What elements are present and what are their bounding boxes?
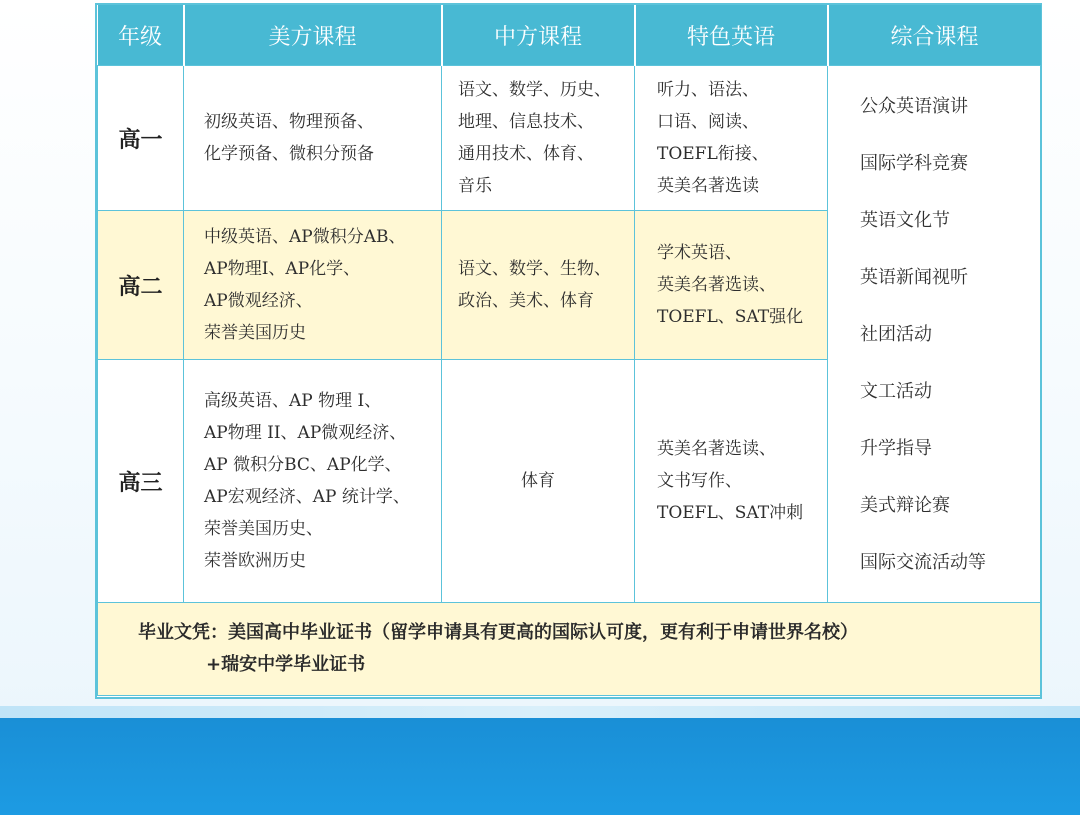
us-course-text: 高级英语、AP 物理 I、 AP物理 II、AP微观经济、 AP 微积分BC、AP化学、 AP宏观经济、AP 统计学、 荣誉美国历史、 荣誉欧洲历史 (204, 391, 410, 571)
curriculum-table-container (95, 3, 1042, 699)
grade-label: 高三 (98, 360, 184, 603)
list-item: 国际学科竞赛 (860, 152, 968, 174)
list-item: 文工活动 (860, 380, 932, 402)
diploma-row (98, 603, 1041, 696)
list-item: 升学指导 (860, 437, 932, 459)
grade-label: 高一 (98, 66, 184, 211)
header-feature-english: 特色英语 (635, 5, 828, 66)
header-us-course: 美方课程 (184, 5, 442, 66)
cn-course-text: 语文、数学、生物、 政治、美术、体育 (458, 259, 611, 311)
feature-english-cell (635, 66, 828, 211)
cn-course-text: 体育 (521, 471, 555, 491)
header-cn-course: 中方课程 (442, 5, 635, 66)
table-row-grade10 (98, 66, 1041, 211)
feature-english-cell (635, 211, 828, 360)
header-grade: 年级 (98, 5, 184, 66)
us-course-text: 初级英语、物理预备、 化学预备、微积分预备 (204, 112, 374, 164)
feature-english-text: 学术英语、 英美名著选读、 TOEFL、SAT强化 (657, 243, 804, 327)
list-item: 公众英语演讲 (860, 95, 968, 117)
us-course-cell (184, 360, 442, 603)
us-course-cell (184, 66, 442, 211)
general-course-cell (828, 66, 1041, 603)
diploma-line-2: +瑞安中学毕业证书 (206, 654, 366, 675)
cn-course-cell (442, 66, 635, 211)
table-header-row (98, 5, 1041, 66)
us-course-text: 中级英语、AP微积分AB、 AP物理I、AP化学、 AP微观经济、 荣誉美国历史 (204, 227, 406, 343)
feature-english-text: 英美名著选读、 文书写作、 TOEFL、SAT冲刺 (657, 439, 804, 523)
cn-course-cell (442, 360, 635, 603)
list-item: 国际交流活动等 (860, 551, 986, 573)
general-course-list (828, 78, 1040, 591)
us-course-cell (184, 211, 442, 360)
list-item: 英语新闻视听 (860, 266, 968, 288)
diploma-line-1: 毕业文凭：美国高中毕业证书（留学申请具有更高的国际认可度，更有利于申请世界名校） (138, 622, 858, 643)
cn-course-cell (442, 211, 635, 360)
cn-course-text: 语文、数学、历史、 地理、信息技术、 通用技术、体育、 音乐 (458, 80, 611, 196)
header-general-course: 综合课程 (828, 5, 1041, 66)
grade-label: 高二 (98, 211, 184, 360)
list-item: 美式辩论赛 (860, 494, 950, 516)
feature-english-cell (635, 360, 828, 603)
list-item: 社团活动 (860, 323, 932, 345)
list-item: 英语文化节 (860, 209, 950, 231)
feature-english-text: 听力、语法、 口语、阅读、 TOEFL衔接、 英美名著选读 (657, 80, 769, 196)
diploma-cell (98, 603, 1041, 696)
curriculum-table (97, 5, 1041, 696)
background-blue-band (0, 718, 1080, 815)
background-stripe (0, 706, 1080, 718)
